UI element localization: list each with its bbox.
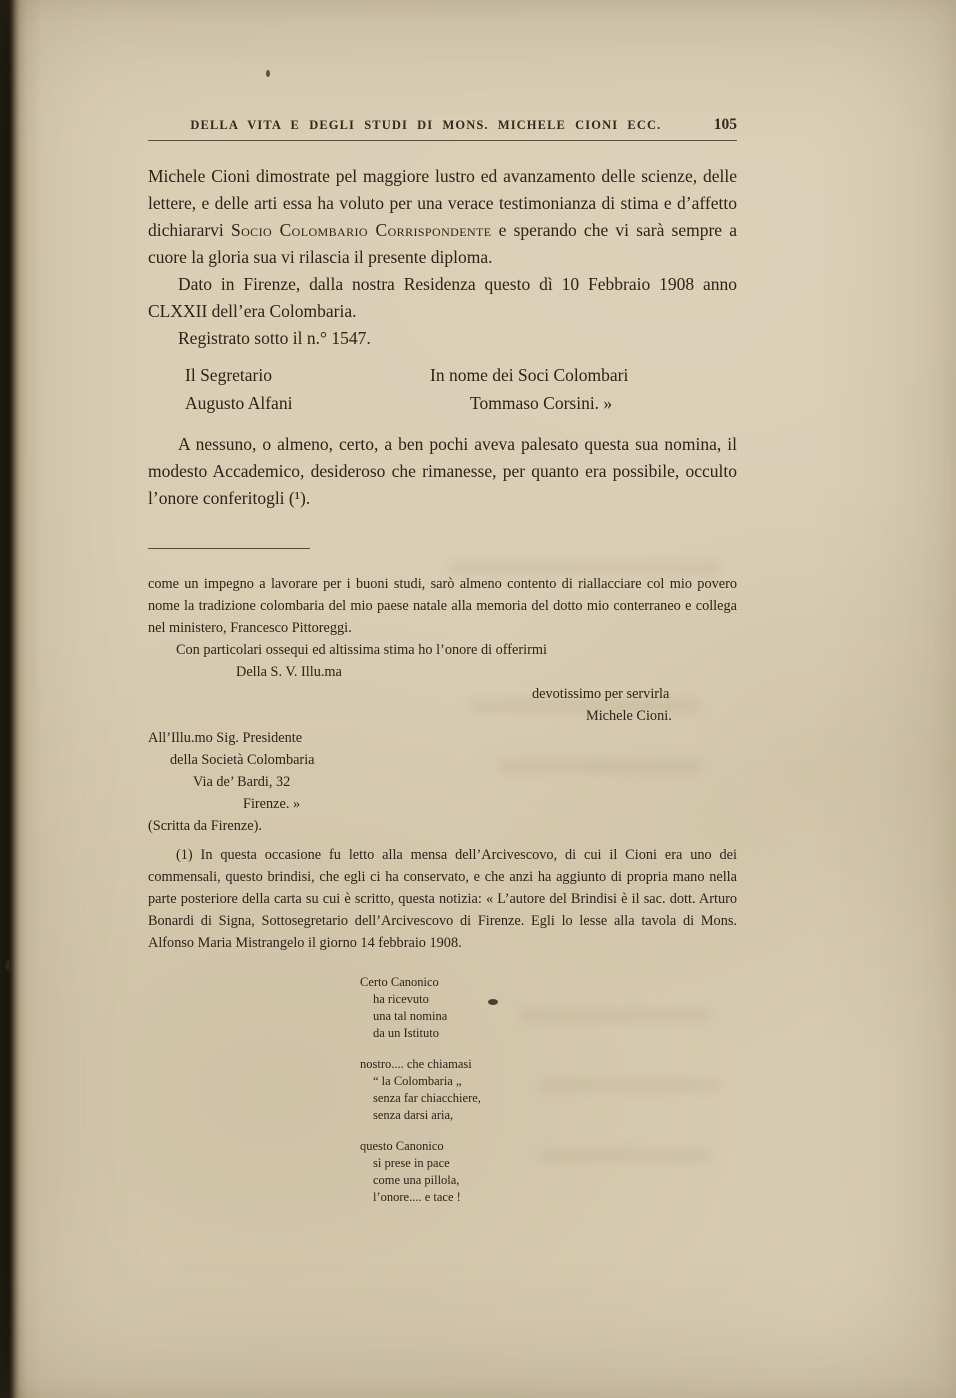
scan-speck: [5, 960, 11, 970]
paragraph-nessuno: A nessuno, o almeno, certo, a ben pochi aveva palesato questa sua nomina, il modesto Accademico, desideroso che rimanesse, per quanto era possibile, occulto l’onore conferitogli (¹).: [148, 434, 737, 508]
running-header: [148, 116, 737, 134]
letter-valediction: devotissimo per servirla: [532, 686, 670, 702]
verse-line: come una pillola,: [373, 1173, 460, 1187]
verse-line: “ la Colombaria „: [373, 1074, 462, 1088]
verse-line: una tal nomina: [373, 1009, 448, 1023]
book-edge-shadow: [0, 0, 42, 1398]
address-line: Firenze. »: [243, 796, 301, 812]
paragraph-diploma: [148, 163, 737, 271]
scan-speck: [488, 999, 498, 1005]
verse-line: senza far chiacchiere,: [373, 1091, 481, 1105]
letter-signature: Michele Cioni.: [586, 708, 672, 724]
verse-stanza: [360, 1056, 737, 1124]
paragraph-text: Michele Cioni dimostrate pel maggiore lustro ed avanzamento delle scienze, delle lettere, e delle arti essa ha voluto per una verace testimonianza di stima e d’affetto dichiararvi: [148, 166, 737, 240]
signature-left-column: [185, 361, 430, 417]
verse-stanza: [360, 1138, 737, 1206]
main-text-block: [148, 163, 737, 512]
verse-line: questo Canonico: [360, 1139, 444, 1153]
verse-line: nostro.... che chiamasi: [360, 1057, 472, 1071]
address-line: All’Illu.mo Sig. Presidente: [148, 730, 303, 746]
footnote-block: [148, 573, 737, 1206]
paragraph-text: e sperando che vi sarà sempre a cuore la gloria sua vi rilascia il presente diploma.: [148, 220, 737, 267]
signature-role: Il Segretario: [185, 365, 272, 385]
signature-name: Tommaso Corsini. »: [470, 393, 613, 413]
address-block: [148, 727, 737, 815]
footnote-separator: [148, 548, 310, 549]
place-note: (Scritta da Firenze).: [148, 818, 262, 834]
signature-name: Augusto Alfani: [185, 393, 293, 413]
signature-block: [148, 361, 737, 417]
verse-line: l’onore.... e tace !: [373, 1190, 461, 1204]
footnote-1: (1) In questa occasione fu letto alla mensa dell’Arcivescovo, di cui il Cioni era uno dei commensali, questo brindisi, che egli ci ha conservato, e che anzi ha aggiunto di propria mano nella parte posteriore della carta su cui è scritto, questa notizia: « L’autore del Brindisi è il sac. dott. Arturo Bonardi di Signa, Sottosegretario dell’Arcivescovo di Firenze. Egli lo lesse alla tavola di Mons. Alfonso Maria Mistrangelo il giorno 14 febbraio 1908.: [148, 847, 737, 951]
verse-line: Certo Canonico: [360, 975, 439, 989]
verse-block: [148, 974, 737, 1206]
page-number: 105: [713, 116, 737, 133]
signature-right-column: [430, 361, 737, 417]
paragraph-registrato: Registrato sotto il n.° 1547.: [178, 328, 371, 348]
address-line: della Società Colombaria: [170, 752, 315, 768]
verse-line: sì prese in pace: [373, 1156, 450, 1170]
smallcaps-title: Socio Colombario Corrispondente: [230, 220, 492, 240]
footnote-continuation: come un impegno a lavorare per i buoni studi, sarò almeno contento di riallacciare col mio povero nome la tradizione colombaria del mio paese natale alla memoria del dotto mio conterraneo e collega nel ministero, Francesco Pittoreggi.: [148, 576, 737, 636]
verse-line: senza darsi aria,: [373, 1108, 454, 1122]
verse-line: ha ricevuto: [373, 992, 429, 1006]
verse-stanza: [360, 974, 737, 1042]
letter-closing: Con particolari ossequi ed altissima stima ho l’onore di offerirmi: [176, 642, 547, 658]
paragraph-dato: Dato in Firenze, dalla nostra Residenza questo dì 10 Febbraio 1908 anno CLXXII dell’era Colombaria.: [148, 274, 737, 321]
letter-salutation: Della S. V. Illu.ma: [236, 664, 342, 680]
running-title: DELLA VITA E DEGLI STUDI DI MONS. MICHELE CIONI ECC.: [190, 118, 662, 132]
header-rule: [148, 140, 737, 141]
address-line: Via de’ Bardi, 32: [193, 774, 291, 790]
scan-speck: [266, 70, 270, 77]
signature-org: In nome dei Soci Colombari: [430, 365, 629, 385]
verse-line: da un Istituto: [373, 1026, 439, 1040]
